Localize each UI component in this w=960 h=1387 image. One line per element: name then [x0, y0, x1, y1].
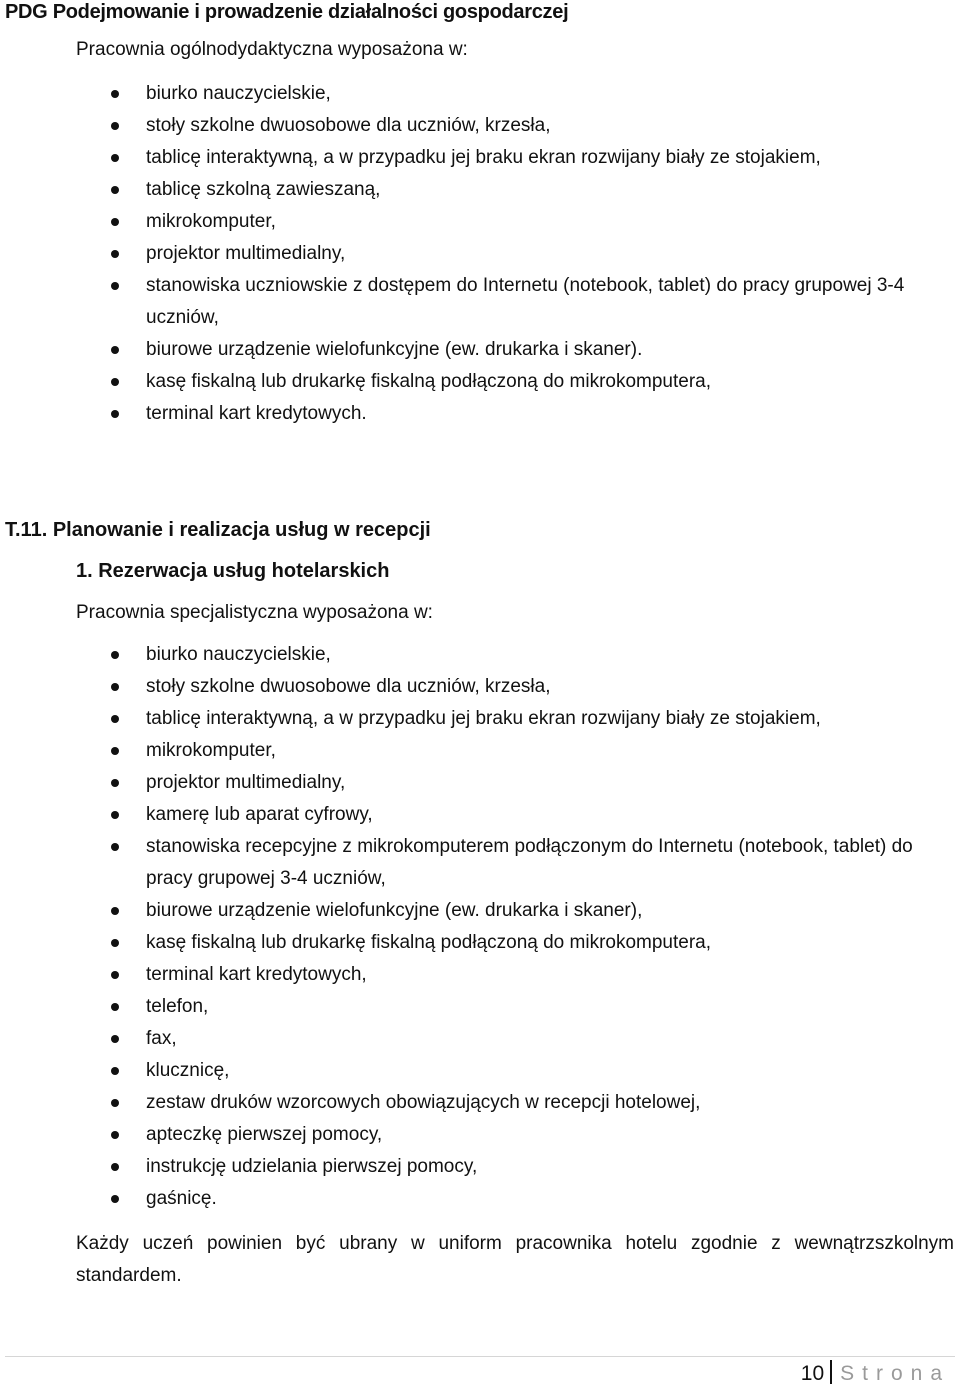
list-item-text: biurko nauczycielskie,: [146, 644, 331, 665]
page-footer: [801, 1360, 950, 1387]
section-title-pdg: PDG Podejmowanie i prowadzenie działalności gospodarczej: [5, 1, 569, 23]
list-item-text: mikrokomputer,: [146, 740, 276, 761]
list-item: [0, 78, 960, 110]
list-item: [0, 1151, 960, 1183]
bullet-icon: [111, 1163, 119, 1171]
bullet-icon: [111, 747, 119, 755]
list-item: [0, 174, 960, 206]
bullet-icon: [111, 971, 119, 979]
list-item: [0, 927, 960, 959]
list-item-text: stanowiska recepcyjne z mikrokomputerem podłączonym do Internetu (notebook, tablet) do pracy grupowej 3-4 uczniów,: [146, 836, 913, 889]
list-item: [0, 799, 960, 831]
bullet-icon: [111, 1195, 119, 1203]
list-item: [0, 831, 960, 895]
page-number: 10: [800, 1362, 825, 1385]
bullet-icon: [111, 651, 119, 659]
list-item-text: terminal kart kredytowych,: [146, 964, 367, 985]
list-item-text: tablicę szkolną zawieszaną,: [146, 179, 381, 200]
bullet-icon: [111, 1131, 119, 1139]
list-item-text: instrukcję udzielania pierwszej pomocy,: [146, 1156, 478, 1177]
list-item: [0, 1087, 960, 1119]
bullet-icon: [111, 1099, 119, 1107]
bullet-icon: [111, 90, 119, 98]
list-item-text: biurowe urządzenie wielofunkcyjne (ew. drukarka i skaner),: [146, 900, 643, 921]
list-item-text: stanowiska uczniowskie z dostępem do Internetu (notebook, tablet) do pracy grupowej 3-4 uczniów,: [146, 275, 905, 328]
section2-intro: Pracownia specjalistyczna wyposażona w:: [76, 602, 433, 623]
list-item-text: tablicę interaktywną, a w przypadku jej braku ekran rozwijany biały ze stojakiem,: [146, 147, 821, 168]
list-item-text: kasę fiskalną lub drukarkę fiskalną podłączoną do mikrokomputera,: [146, 371, 712, 392]
list-item: [0, 270, 960, 334]
list-item-text: apteczkę pierwszej pomocy,: [146, 1124, 383, 1145]
list-item: [0, 639, 960, 671]
list-item: [0, 1023, 960, 1055]
page-word: Strona: [840, 1362, 950, 1385]
list-item-text: kasę fiskalną lub drukarkę fiskalną podłączoną do mikrokomputera,: [146, 932, 712, 953]
list-item-text: kamerę lub aparat cyfrowy,: [146, 804, 373, 825]
list-item: [0, 398, 960, 430]
list-item: [0, 991, 960, 1023]
list-item: [0, 767, 960, 799]
list-item: [0, 1183, 960, 1215]
bullet-icon: [111, 1003, 119, 1011]
list-item: [0, 735, 960, 767]
bullet-icon: [111, 186, 119, 194]
list-item: [0, 1119, 960, 1151]
list-item: [0, 1055, 960, 1087]
list-item-text: tablicę interaktywną, a w przypadku jej braku ekran rozwijany biały ze stojakiem,: [146, 708, 821, 729]
list-item: [0, 671, 960, 703]
list-item-text: mikrokomputer,: [146, 211, 276, 232]
equipment-list-1: [0, 78, 960, 430]
list-item: [0, 142, 960, 174]
list-item-text: telefon,: [146, 996, 209, 1017]
list-item-text: projektor multimedialny,: [146, 243, 346, 264]
bullet-icon: [111, 1035, 119, 1043]
list-item-text: biurko nauczycielskie,: [146, 83, 331, 104]
list-item: [0, 895, 960, 927]
list-item-text: stoły szkolne dwuosobowe dla uczniów, krzesła,: [146, 676, 551, 697]
section-title-t11: T.11. Planowanie i realizacja usług w recepcji: [5, 519, 431, 541]
list-item: [0, 366, 960, 398]
bullet-icon: [111, 1067, 119, 1075]
list-item: [0, 206, 960, 238]
closing-paragraph: Każdy uczeń powinien być ubrany w uniform pracownika hotelu zgodnie z wewnątrzszkolnym standardem.: [76, 1233, 954, 1286]
section1-intro: Pracownia ogólnodydaktyczna wyposażona w:: [76, 39, 468, 60]
bullet-icon: [111, 154, 119, 162]
bullet-icon: [111, 282, 119, 290]
list-item: [0, 703, 960, 735]
list-item-text: terminal kart kredytowych.: [146, 403, 367, 424]
list-item-text: stoły szkolne dwuosobowe dla uczniów, krzesła,: [146, 115, 551, 136]
bullet-icon: [111, 122, 119, 130]
list-item: [0, 959, 960, 991]
list-item: [0, 110, 960, 142]
bullet-icon: [111, 250, 119, 258]
list-item-text: fax,: [146, 1028, 177, 1049]
bullet-icon: [111, 715, 119, 723]
subsection-title: 1. Rezerwacja usług hotelarskich: [76, 560, 390, 582]
list-item-text: projektor multimedialny,: [146, 772, 346, 793]
list-item-text: zestaw druków wzorcowych obowiązujących w recepcji hotelowej,: [146, 1092, 701, 1113]
equipment-list-2: [0, 639, 960, 1215]
list-item-text: biurowe urządzenie wielofunkcyjne (ew. drukarka i skaner).: [146, 339, 643, 360]
bullet-icon: [111, 378, 119, 386]
bullet-icon: [111, 907, 119, 915]
bullet-icon: [111, 410, 119, 418]
bullet-icon: [111, 779, 119, 787]
list-item: [0, 334, 960, 366]
bullet-icon: [111, 683, 119, 691]
bullet-icon: [111, 939, 119, 947]
list-item-text: gaśnicę.: [146, 1188, 217, 1209]
bullet-icon: [111, 811, 119, 819]
list-item-text: klucznicę,: [146, 1060, 230, 1081]
bullet-icon: [111, 346, 119, 354]
list-item: [0, 238, 960, 270]
footer-divider: [5, 1356, 955, 1357]
bullet-icon: [111, 218, 119, 226]
footer-separator: [830, 1360, 832, 1384]
bullet-icon: [111, 843, 119, 851]
